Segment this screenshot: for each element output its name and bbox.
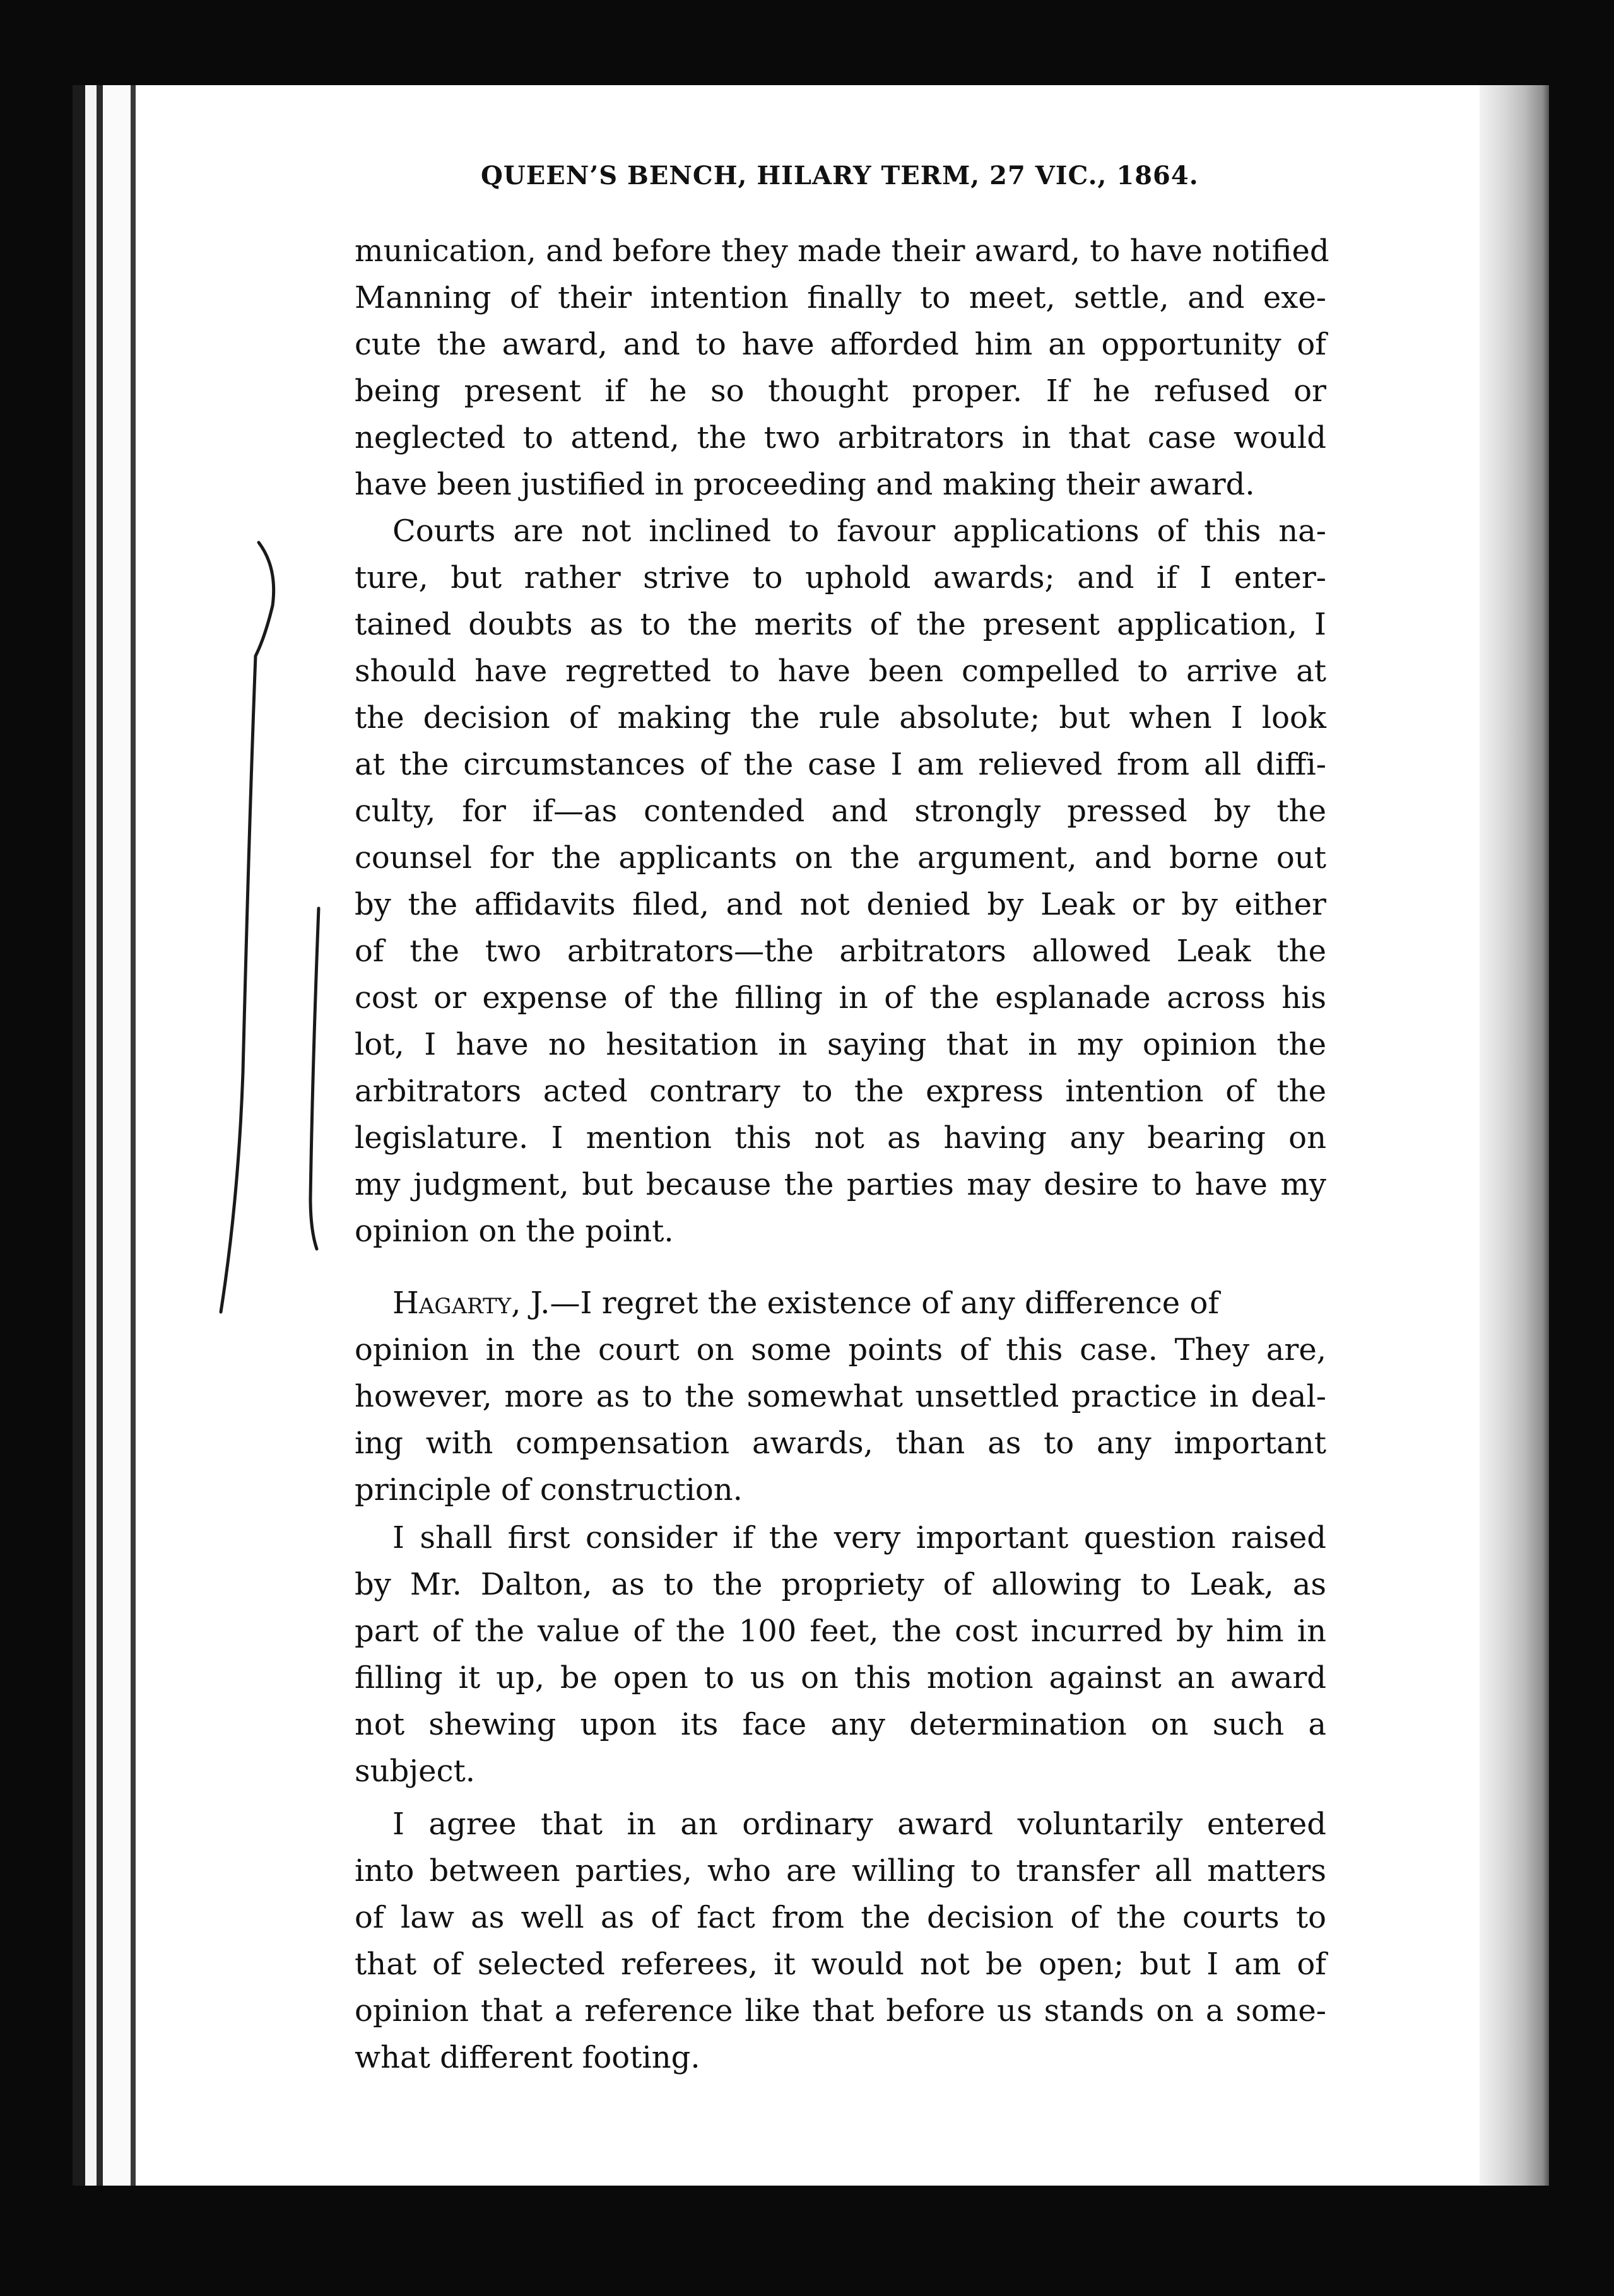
text-line: however, more as to the somewhat unsettled practice in deal-	[355, 1379, 1326, 1414]
text-line: have been justified in proceeding and making their award.	[355, 467, 1255, 502]
text-line: tained doubts as to the merits of the present application, I	[355, 607, 1326, 642]
text-line: munication, and before they made their award, to have notified	[355, 233, 1329, 269]
text-line: filling it up, be open to us on this motion against an award	[355, 1660, 1326, 1696]
text-line: lot, I have no hesitation in saying that in my opinion the	[355, 1027, 1326, 1062]
text-line: cost or expense of the filling in of the esplanade across his	[355, 980, 1326, 1016]
film-border-left	[0, 0, 73, 2296]
film-border-bottom	[0, 2186, 1614, 2296]
text-line: by the affidavits filed, and not denied by Leak or by either	[355, 887, 1326, 922]
text-line: neglected to attend, the two arbitrators in that case would	[355, 420, 1326, 455]
text-line: not shewing upon its face any determination on such a	[355, 1707, 1326, 1742]
text-line: what different footing.	[355, 2040, 700, 2075]
text-line: Courts are not inclined to favour applications of this na-	[392, 513, 1326, 549]
text-line: principle of construction.	[355, 1472, 743, 1508]
running-head: QUEEN’S BENCH, HILARY TERM, 27 VIC., 1864.	[481, 161, 1199, 190]
text-line-with-speaker	[392, 1286, 1326, 1321]
text-line: opinion on the point.	[355, 1214, 674, 1249]
text-line: by Mr. Dalton, as to the propriety of allowing to Leak, as	[355, 1567, 1326, 1602]
text-line: —I regret the existence of any difference of	[550, 1286, 1220, 1321]
text-line: culty, for if—as contended and strongly pressed by the	[355, 794, 1326, 829]
text-line: Manning of their intention finally to meet, settle, and exe-	[355, 280, 1326, 315]
text-line: part of the value of the 100 feet, the cost incurred by him in	[355, 1614, 1326, 1649]
page-edges-left	[73, 85, 161, 2186]
text-line: opinion in the court on some points of this case. They are,	[355, 1332, 1326, 1368]
text-line: should have regretted to have been compelled to arrive at	[355, 653, 1326, 689]
film-border-right	[1549, 0, 1614, 2296]
text-line: being present if he so thought proper. If he refused or	[355, 373, 1326, 409]
text-line: of the two arbitrators—the arbitrators allowed Leak the	[355, 934, 1326, 969]
text-line: opinion that a reference like that before us stands on a some-	[355, 1993, 1326, 2029]
text-line: ture, but rather strive to uphold awards; and if I enter-	[355, 560, 1326, 595]
text-line: arbitrators acted contrary to the express intention of the	[355, 1074, 1326, 1109]
text-line: my judgment, but because the parties may desire to have my	[355, 1167, 1326, 1202]
text-line: into between parties, who are willing to transfer all matters	[355, 1853, 1326, 1889]
text-line: of law as well as of fact from the decision of the courts to	[355, 1900, 1326, 1935]
speaker-name: Hagarty, J.	[392, 1286, 550, 1321]
film-border-top	[0, 0, 1614, 85]
text-line: counsel for the applicants on the argument, and borne out	[355, 840, 1326, 876]
text-line: the decision of making the rule absolute; but when I look	[355, 700, 1326, 735]
text-line: I shall first consider if the very important question raised	[392, 1520, 1326, 1555]
text-line: that of selected referees, it would not be open; but I am of	[355, 1947, 1326, 1982]
text-line: legislature. I mention this not as having any bearing on	[355, 1120, 1326, 1156]
text-line: ing with compensation awards, than as to any important	[355, 1426, 1326, 1461]
page-shadow-right	[1480, 85, 1549, 2186]
text-line: at the circumstances of the case I am relieved from all diffi-	[355, 747, 1326, 782]
text-line: I agree that in an ordinary award voluntarily entered	[392, 1807, 1326, 1842]
text-line: cute the award, and to have afforded him an opportunity of	[355, 327, 1326, 362]
text-line: subject.	[355, 1754, 475, 1789]
